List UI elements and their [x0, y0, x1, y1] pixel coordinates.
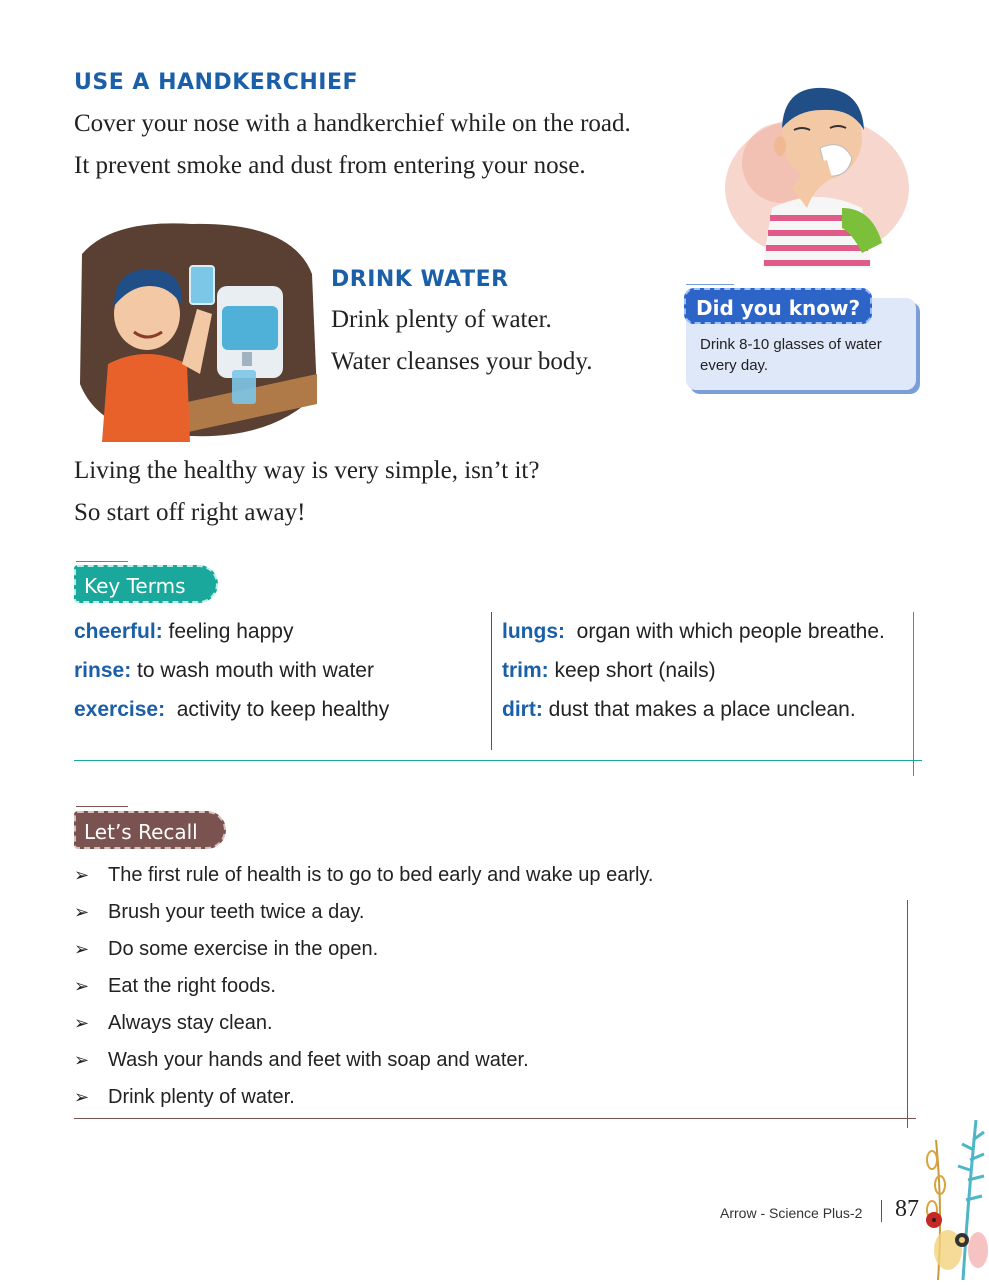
key-term-item [74, 651, 484, 690]
handkerchief-line-2: It prevent smoke and dust from entering your nose. [74, 152, 586, 179]
arrow-bullet-icon: ➢ [74, 1087, 90, 1107]
arrow-bullet-icon: ➢ [74, 1050, 90, 1070]
handkerchief-line-1: Cover your nose with a handkerchief while on the road. [74, 110, 631, 137]
recall-item: ➢ The first rule of health is to go to bed early and wake up early. [74, 857, 894, 894]
boy-water-illustration [72, 214, 322, 442]
page-number: 87 [895, 1196, 919, 1222]
key-terms-title: Key Terms [74, 565, 218, 603]
key-terms-left-column [74, 612, 484, 729]
key-term-word: dirt: [502, 698, 543, 721]
key-term-definition: activity to keep healthy [165, 698, 390, 721]
key-terms-bottom-border [74, 760, 922, 761]
footer-divider [881, 1200, 882, 1222]
recall-item: ➢ Brush your teeth twice a day. [74, 894, 894, 931]
drink-water-heading: DRINK WATER [331, 267, 509, 292]
arrow-bullet-icon: ➢ [74, 902, 90, 922]
recall-item: ➢ Do some exercise in the open. [74, 931, 894, 968]
recall-title: Let’s Recall [74, 811, 226, 849]
key-term-word: exercise: [74, 698, 166, 721]
arrow-bullet-icon: ➢ [74, 976, 90, 996]
arrow-bullet-icon: ➢ [74, 939, 90, 959]
recall-item: ➢ Eat the right foods. [74, 968, 894, 1005]
closing-line-2: So start off right away! [74, 499, 306, 526]
did-you-know-text: Drink 8-10 glasses of water every day. [700, 336, 882, 374]
recall-right-border [907, 900, 908, 1128]
floral-decoration [918, 1100, 989, 1280]
key-term-definition: keep short (nails) [548, 659, 716, 682]
closing-text [74, 450, 714, 534]
recall-bottom-border [74, 1118, 916, 1119]
key-term-item [502, 651, 922, 690]
key-term-word: trim: [502, 659, 549, 682]
key-term-word: rinse: [74, 659, 132, 682]
closing-line-1: Living the healthy way is very simple, isn’t it? [74, 457, 540, 484]
recall-decor-line [76, 806, 128, 807]
recall-item: ➢ Always stay clean. [74, 1005, 894, 1042]
footer-book-title: Arrow - Science Plus-2 [720, 1205, 863, 1221]
boy-handkerchief-illustration [722, 68, 912, 268]
key-terms-divider [491, 612, 492, 750]
key-term-item [74, 612, 484, 651]
handkerchief-heading: USE A HANDKERCHIEF [74, 70, 359, 95]
arrow-bullet-icon: ➢ [74, 865, 90, 885]
key-term-item [502, 690, 922, 729]
key-term-item [74, 690, 484, 729]
key-term-item [502, 612, 922, 651]
recall-item: ➢ Drink plenty of water. [74, 1079, 894, 1116]
key-term-definition: to wash mouth with water [131, 659, 374, 682]
dyk-decor-line [686, 284, 734, 285]
key-term-definition: dust that makes a place unclean. [542, 698, 856, 721]
key-term-word: lungs: [502, 620, 565, 643]
key-terms-decor-line [76, 561, 128, 562]
handkerchief-text [74, 103, 714, 187]
drink-water-line-1: Drink plenty of water. [331, 306, 552, 333]
drink-water-text [331, 299, 671, 383]
key-terms-right-column [502, 612, 922, 729]
key-term-word: cheerful: [74, 620, 163, 643]
arrow-bullet-icon: ➢ [74, 1013, 90, 1033]
key-term-definition: feeling happy [162, 620, 294, 643]
key-term-definition: organ with which people breathe. [565, 620, 885, 643]
did-you-know-title: Did you know? [684, 288, 872, 324]
drink-water-line-2: Water cleanses your body. [331, 348, 593, 375]
key-terms-right-border [913, 612, 914, 776]
recall-item: ➢ Wash your hands and feet with soap and water. [74, 1042, 894, 1079]
